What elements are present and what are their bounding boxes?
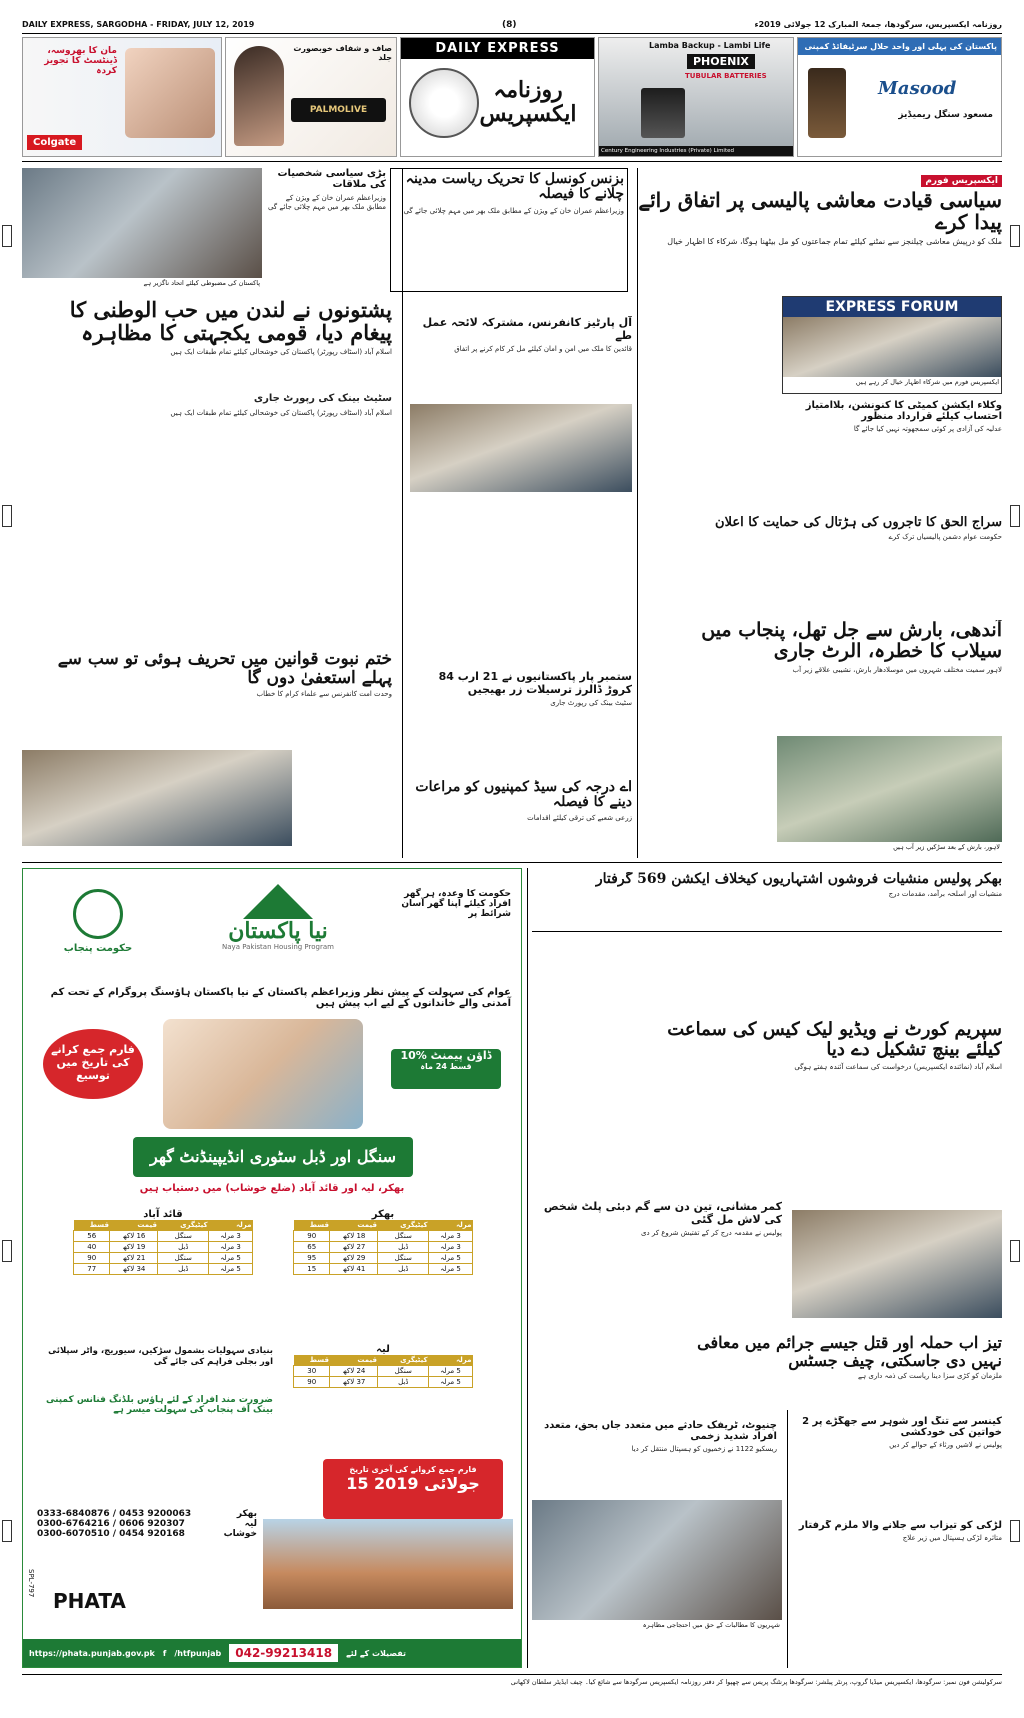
table-cell: 5 مرلہ [429, 1366, 473, 1377]
punjab-emblem-icon [73, 889, 123, 939]
masood-bottle-photo [808, 68, 846, 138]
text-billion: سٹیٹ بینک کی رپورٹ جاری [550, 699, 632, 707]
housing-scheme-ad [22, 868, 522, 1668]
table-row [74, 1264, 253, 1275]
table-cell: سنگل [158, 1231, 209, 1242]
story-lawyers [782, 400, 1002, 470]
headline-police: بھکر پولیس منشیات فروشوں اشتہاریوں کیخلاف ایکشن 569 گرفتار [595, 872, 1002, 887]
table-cell: 65 [294, 1242, 330, 1253]
registration-mark [2, 505, 12, 527]
headline-supreme-court: سپریم کورٹ نے ویڈیو لیک کیس کی سماعت کیلئے بینچ تشکیل دے دیا [667, 1020, 1002, 1060]
layyah-table [293, 1344, 473, 1388]
registration-mark [2, 1240, 12, 1262]
table-cell: ڈبل [378, 1264, 429, 1275]
table-cell: 27 لاکھ [330, 1242, 378, 1253]
headline-seed: اے درجہ کی سیڈ کمپنیوں کو مراعات دینے کا فیصلہ [415, 780, 632, 811]
phata-logo: PHATA [53, 1589, 126, 1613]
meeting-photo-caption: پاکستان کی مضبوطی کیلئے اتحاد ناگزیر ہے [22, 278, 262, 288]
story-conference [410, 316, 632, 402]
story-resignations [22, 650, 392, 746]
qaidabad-price-table [73, 1220, 253, 1275]
table-cell: 90 [294, 1377, 330, 1388]
phoenix-product-line: TUBULAR BATTERIES [685, 72, 767, 80]
table-cell: 90 [74, 1253, 110, 1264]
colgate-logo: Colgate [27, 135, 82, 150]
bhakkar-table [293, 1209, 473, 1275]
table-header-cell: قیمت [110, 1220, 158, 1231]
headline-torture: لڑکی کو تیزاب سے جلانے والا ملزم گرفتار [798, 1520, 1002, 1531]
bhakkar-title: بھکر [371, 1209, 395, 1220]
express-title-en: DAILY EXPRESS [401, 38, 594, 59]
table-header-cell: قیمت [330, 1355, 378, 1366]
table-row [74, 1231, 253, 1242]
registration-mark [2, 1520, 12, 1542]
table-row [294, 1231, 473, 1242]
headline-women-suicide: کینسر سے تنگ اور شوہر سے جھگڑے پر 2 خواتین کی خودکشی [802, 1416, 1002, 1438]
table-header-cell: کیٹیگری [378, 1355, 429, 1366]
table-header-row [294, 1355, 473, 1366]
headline-billion-small: سٹیٹ بینک کی رپورٹ جاری [253, 393, 392, 404]
layyah-title: لیہ [376, 1344, 390, 1355]
table-header-row [74, 1220, 253, 1231]
website-link[interactable]: https://phata.punjab.gov.pk [29, 1648, 155, 1658]
phone-row [37, 1519, 257, 1529]
deadline-badge [323, 1459, 503, 1519]
story-seed [410, 780, 632, 856]
table-cell: 3 مرلہ [209, 1231, 253, 1242]
table-row [294, 1253, 473, 1264]
phone-number[interactable]: 0300-6764216 / 0606 920307 [37, 1519, 185, 1529]
table-header-cell: مرلہ [209, 1220, 253, 1231]
imprint-footer: سرکولیشن فون نمبر: سرگودھا، ایکسپریس میڈیا گروپ، پرنٹر پبلشر: سرگودھا پرنٹنگ پریس سے چھپوا کر دفتر روزنامہ ایکسپریس سرگودھا سے شائع کیا۔ چیف ایڈیٹر سلطان لاکھانی [510, 1678, 1002, 1686]
story-lead [634, 168, 1002, 292]
table-header-cell: قیمت [330, 1220, 378, 1231]
housing-intro: عوام کی سہولت کے پیش نظر وزیراعظم پاکستان کے نیا پاکستان ہاؤسنگ پروگرام کے تحت کم آمدنی والے خاندانوں کے لیے اب پیش ہیں [50, 987, 511, 1009]
table-row [74, 1253, 253, 1264]
conference-photo [410, 404, 632, 492]
punjab-govt-logo [53, 889, 143, 969]
column-text-1 [22, 392, 392, 492]
text-traders: حکومت عوام دشمن پالیسیاں ترک کرے [888, 533, 1002, 542]
table-header-cell: کیٹیگری [378, 1220, 429, 1231]
headline-traders: سراج الحق کا تاجروں کی ہڑتال کی حمایت کا اعلان [715, 516, 1002, 530]
family-photo [163, 1019, 363, 1129]
helpline-number[interactable]: 042-99213418 [229, 1644, 338, 1662]
facebook-link[interactable]: /htfpunjab [174, 1648, 222, 1658]
palmolive-model-photo [234, 46, 284, 146]
headline-resignations: ختم نبوت قوانین میں تحریف ہوئی تو سب سے پہلے استعفیٰ دوں گا [57, 650, 392, 688]
masood-urdu-name: مسعود سنگل ریمیڈیز [898, 110, 993, 120]
table-header-cell: قسط [74, 1220, 110, 1231]
phone-row [37, 1509, 257, 1519]
helpline-label: تفصیلات کے لئے [346, 1648, 406, 1658]
text-conference: قائدین کا ملک میں امن و امان کیلئے مل کر کام کرنے پر اتفاق [454, 345, 632, 353]
phone-list [37, 1509, 257, 1539]
table-cell: 16 لاکھ [110, 1231, 158, 1242]
headline-rain-alert: آندھی، بارش سے جل تھل، پنجاب میں سیلاب کا خطرہ، الرٹ جاری [701, 620, 1002, 662]
table-header-cell: قسط [294, 1220, 330, 1231]
date-extended-badge: فارم جمع کرانے کی تاریخ میں توسیع [43, 1029, 143, 1099]
table-cell: سنگل [158, 1253, 209, 1264]
table-cell: 5 مرلہ [429, 1377, 473, 1388]
table-row [74, 1242, 253, 1253]
dateline-english: DAILY EXPRESS, SARGODHA - FRIDAY, JULY 12, 2019 [22, 20, 255, 29]
phoenix-logo: PHOENIX [687, 54, 755, 69]
headline-pashtun: پشتونوں نے لندن میں حب الوطنی کا پیغام دیا، قومی یکجہتی کا مظاہرہ [69, 298, 392, 346]
naya-pakistan-logo [193, 884, 363, 951]
text-traffic: ریسکیو 1122 نے زخمیوں کو ہسپتال منتقل کر دیا [631, 1445, 777, 1453]
table-row [294, 1264, 473, 1275]
layyah-price-table [293, 1355, 473, 1388]
colgate-ad [22, 37, 222, 157]
text-column-1: اسلام آباد (اسٹاف رپورٹر) پاکستان کی خوشحالی کیلئے تمام طبقات ایک ہیں [170, 408, 392, 417]
headline-lead: سیاسی قیادت معاشی پالیسی پر اتفاق رائے پیدا کرے [638, 188, 1002, 234]
registration-mark [1010, 505, 1020, 527]
headline-lawyers: وکلاء ایکشن کمیٹی کا کنونشن، بلاامتیاز احتساب کیلئے قرارداد منظور [805, 400, 1002, 422]
table-row [294, 1242, 473, 1253]
table-cell: 30 [294, 1366, 330, 1377]
flood-photo-caption: لاہور، بارش کے بعد سڑکیں زیر آب ہیں [777, 842, 1002, 852]
deadline-date: 15 جولائی 2019 [346, 1474, 480, 1493]
table-cell: 90 [294, 1231, 330, 1242]
colgate-tagline: مان کا بھروسہ، ڈینٹسٹ کا تجویز کردہ [44, 46, 117, 76]
deadline-label: فارم جمع کروانے کی آخری تاریخ [349, 1465, 477, 1474]
registration-mark [1010, 225, 1020, 247]
palmolive-ad [225, 37, 397, 157]
text-police: منشیات اور اسلحہ برآمد، مقدمات درج [888, 890, 1002, 899]
punjab-govt-label: حکومت پنجاب [63, 943, 133, 954]
table-cell: 24 لاکھ [330, 1366, 378, 1377]
meeting-room-photo [792, 1210, 1002, 1318]
table-cell: ڈبل [158, 1264, 209, 1275]
table-cell: 15 [294, 1264, 330, 1275]
table-cell: 5 مرلہ [209, 1253, 253, 1264]
story-traders [662, 516, 1002, 586]
qaidabad-title: قائد آباد [143, 1209, 183, 1220]
table-cell: 3 مرلہ [429, 1242, 473, 1253]
down-payment-badge [391, 1049, 501, 1089]
bank-note: ضرورت مند افراد کے لئے ہاؤس بلڈنگ فنانس کمپنی بینک آف پنجاب کی سہولت میسر ہے [45, 1395, 273, 1415]
phone-number[interactable]: 0333-6840876 / 0453 9200063 [37, 1509, 192, 1519]
story-pashtun [22, 298, 392, 388]
govt-promise: حکومت کا وعدہ، ہر گھر افراد کیلئے اپنا گھر آسان شرائط پر [401, 889, 511, 919]
phone-label: لیہ [244, 1519, 257, 1529]
table-cell: 29 لاکھ [330, 1253, 378, 1264]
text-rain-alert: لاہور سمیت مختلف شہروں میں موسلادھار بارش، نشیبی علاقے زیر آب [792, 665, 1002, 674]
table-cell: 77 [74, 1264, 110, 1275]
down-payment-text: 10% ڈاؤن پیمنٹ [400, 1049, 492, 1062]
table-row [294, 1366, 473, 1377]
forum-title: EXPRESS FORUM [783, 297, 1001, 317]
story-chief-justice [662, 1334, 1002, 1404]
headline-dead-body: کمر مشانی، تین دن سے گم دبئی پلٹ شخص کی لاش مل گئی [543, 1200, 782, 1226]
table-cell: ڈبل [158, 1242, 209, 1253]
palmolive-product: PALMOLIVE [291, 98, 386, 122]
headline-business-council: بزنس کونسل کا تحریک ریاست مدینہ چلانے کا فیصلہ [405, 171, 624, 203]
text-resignations: وحدت امت کانفرنس سے علماء کرام کا خطاب [256, 690, 392, 699]
table-cell: 37 لاکھ [330, 1377, 378, 1388]
colgate-photo [125, 48, 215, 138]
protest-photo [532, 1500, 782, 1620]
registration-mark [2, 225, 12, 247]
story-supreme-court [662, 1020, 1002, 1100]
unity-conference-photo [22, 750, 292, 846]
facebook-icon: f [162, 1648, 167, 1658]
story-traffic [532, 1420, 777, 1490]
story-president-meeting [266, 168, 386, 292]
story-torture [792, 1520, 1002, 1640]
phone-number[interactable]: 0300-6070510 / 0454 920168 [37, 1529, 185, 1539]
story-rain-alert [652, 620, 1002, 710]
qaidabad-table [73, 1209, 253, 1275]
text-lead: ملک کو درپیش معاشی چیلنجز سے نمٹنے کیلئے تمام جماعتوں کو مل بیٹھنا ہوگا، شرکاء کا اظہار خیال [667, 237, 1002, 246]
table-header-cell: کیٹیگری [158, 1220, 209, 1231]
table-cell: 5 مرلہ [429, 1253, 473, 1264]
protest-caption: شہریوں کا مطالبات کے حق میں احتجاجی مظاہرہ [532, 1620, 782, 1630]
text-seed: زرعی شعبے کی ترقی کیلئے اقدامات [527, 813, 632, 822]
table-header-cell: قسط [294, 1355, 330, 1366]
masood-tagline: پاکستان کی پہلی اور واحد حلال سرٹیفائڈ کمپنی [798, 38, 1001, 55]
spl-code: SPL-797 [27, 1569, 35, 1598]
text-supreme-court: اسلام آباد (نمائندہ ایکسپریس) درخواست کی سماعت آئندہ ہفتے ہوگی [794, 1062, 1002, 1071]
headline-traffic: چنیوٹ، ٹریفک حادثے میں متعدد جاں بحق، متعدد افراد شدید زخمی [544, 1420, 777, 1442]
phone-label: بھکر [236, 1509, 257, 1519]
table-cell: 40 [74, 1242, 110, 1253]
facilities-text: بنیادی سہولیات بشمول سڑکیں، سیوریج، واٹر سپلائی اور بجلی فراہم کی جائے گی [48, 1346, 273, 1367]
table-cell: 21 لاکھ [110, 1253, 158, 1264]
headline-president-meeting: بڑی سیاسی شخصیات کی ملاقات [277, 168, 386, 190]
headline-billion: ستمبر پار پاکستانیوں نے 21 ارب 84 کروڑ ڈالرز ترسیلات زر بھیجیں [438, 670, 632, 696]
text-lawyers: عدلیہ کی آزادی پر کوئی سمجھوتہ نہیں کیا جائے گا [853, 425, 1002, 433]
text-president-meeting: وزیراعظم عمران خان کے ویژن کے مطابق ملک بھر میں مہم چلائی جائے گی [267, 194, 386, 212]
phoenix-slogan: Lamba Backup - Lambi Life [649, 41, 771, 50]
table-header-cell: مرلہ [429, 1220, 473, 1231]
table-cell: سنگل [378, 1231, 429, 1242]
story-business-council [390, 168, 628, 292]
locations-text: بھکر، لیہ اور قائد آباد (ضلع خوشاب) میں دستیاب ہیں [139, 1183, 405, 1194]
houses-photo [263, 1519, 513, 1609]
forum-photo [783, 317, 1001, 377]
forum-caption: ایکسپریس فورم میں شرکاء اظہار خیال کر رہے ہیں [783, 377, 1001, 387]
bhakkar-price-table [293, 1220, 473, 1275]
phoenix-battery-ad [598, 37, 794, 157]
table-cell: ڈبل [378, 1377, 429, 1388]
express-masthead-logo [400, 37, 595, 157]
table-cell: 18 لاکھ [330, 1231, 378, 1242]
phone-row [37, 1529, 257, 1539]
registration-mark [1010, 1520, 1020, 1542]
table-cell: 3 مرلہ [429, 1231, 473, 1242]
express-forum-banner [782, 296, 1002, 394]
text-dead-body: پولیس نے مقدمہ درج کر کے تفتیش شروع کر دی [641, 1229, 782, 1237]
newspaper-page [22, 20, 1002, 1710]
story-police [532, 872, 1002, 932]
phoenix-company: Century Engineering Industries (Private) Limited [599, 146, 793, 156]
naya-pakistan-title: نیا پاکستان [228, 918, 328, 944]
text-business-council: وزیراعظم عمران خان کے ویژن کے مطابق ملک بھر میں مہم چلائی جائے گی [403, 206, 624, 215]
story-billion [410, 670, 632, 746]
table-cell: 41 لاکھ [330, 1264, 378, 1275]
table-cell: 5 مرلہ [429, 1264, 473, 1275]
table-cell: 95 [294, 1253, 330, 1264]
text-chief-justice: ملزمان کو کڑی سزا دینا ریاست کی ذمہ داری ہے [857, 1372, 1002, 1381]
phone-label: خوشاب [223, 1529, 257, 1539]
table-header-cell: مرلہ [429, 1355, 473, 1366]
masood-logo: Masood [878, 78, 957, 99]
contact-bar [23, 1639, 521, 1667]
page-number: (8) [502, 20, 517, 30]
table-cell: سنگل [378, 1253, 429, 1264]
text-women-suicide: پولیس نے لاشیں ورثاء کے حوالے کر دیں [889, 1441, 1002, 1449]
table-cell: سنگل [378, 1366, 429, 1377]
text-pashtun: اسلام آباد (اسٹاف رپورٹر) پاکستان کی خوشحالی کیلئے تمام طبقات ایک ہیں [170, 348, 392, 357]
table-row [294, 1377, 473, 1388]
story-dead-body [532, 1200, 782, 1260]
table-cell: 5 مرلہ [209, 1264, 253, 1275]
table-cell: ڈبل [378, 1242, 429, 1253]
express-forum-badge: ایکسپریس فورم [921, 175, 1002, 187]
installments-text: قسط 24 ماہ [420, 1062, 472, 1071]
registration-mark [1010, 1240, 1020, 1262]
masood-remedies-ad [797, 37, 1002, 157]
phoenix-battery-photo [641, 88, 685, 138]
express-title-urdu: روزنامہ ایکسپریس [479, 77, 577, 128]
house-icon [243, 884, 313, 919]
table-cell: 56 [74, 1231, 110, 1242]
story-women-suicide [782, 1416, 1002, 1486]
table-cell: 34 لاکھ [110, 1264, 158, 1275]
naya-pakistan-subtitle: Naya Pakistan Housing Program [222, 943, 334, 952]
text-torture: متاثرہ لڑکی ہسپتال میں زیر علاج [902, 1534, 1002, 1542]
flood-photo [777, 736, 1002, 842]
headline-chief-justice: تیز اب حملہ اور قتل جیسے جرائم میں معافی نہیں دی جاسکتی، چیف جسٹس [697, 1334, 1002, 1370]
dateline-urdu: روزنامہ ایکسپریس، سرگودھا، جمعۃ المبارک 12 جولائی 2019ء [754, 20, 1002, 29]
meeting-photo [22, 168, 262, 278]
table-cell: 3 مرلہ [209, 1242, 253, 1253]
table-cell: 19 لاکھ [110, 1242, 158, 1253]
palmolive-tagline: صاف و شفاف خوبصورت جلد [293, 44, 392, 62]
house-type-banner: سنگل اور ڈبل سٹوری انڈیپینڈنٹ گھر [133, 1137, 413, 1177]
headline-conference: آل پارٹیز کانفرنس، مشترکہ لائحہ عمل طے [422, 316, 632, 342]
table-header-row [294, 1220, 473, 1231]
